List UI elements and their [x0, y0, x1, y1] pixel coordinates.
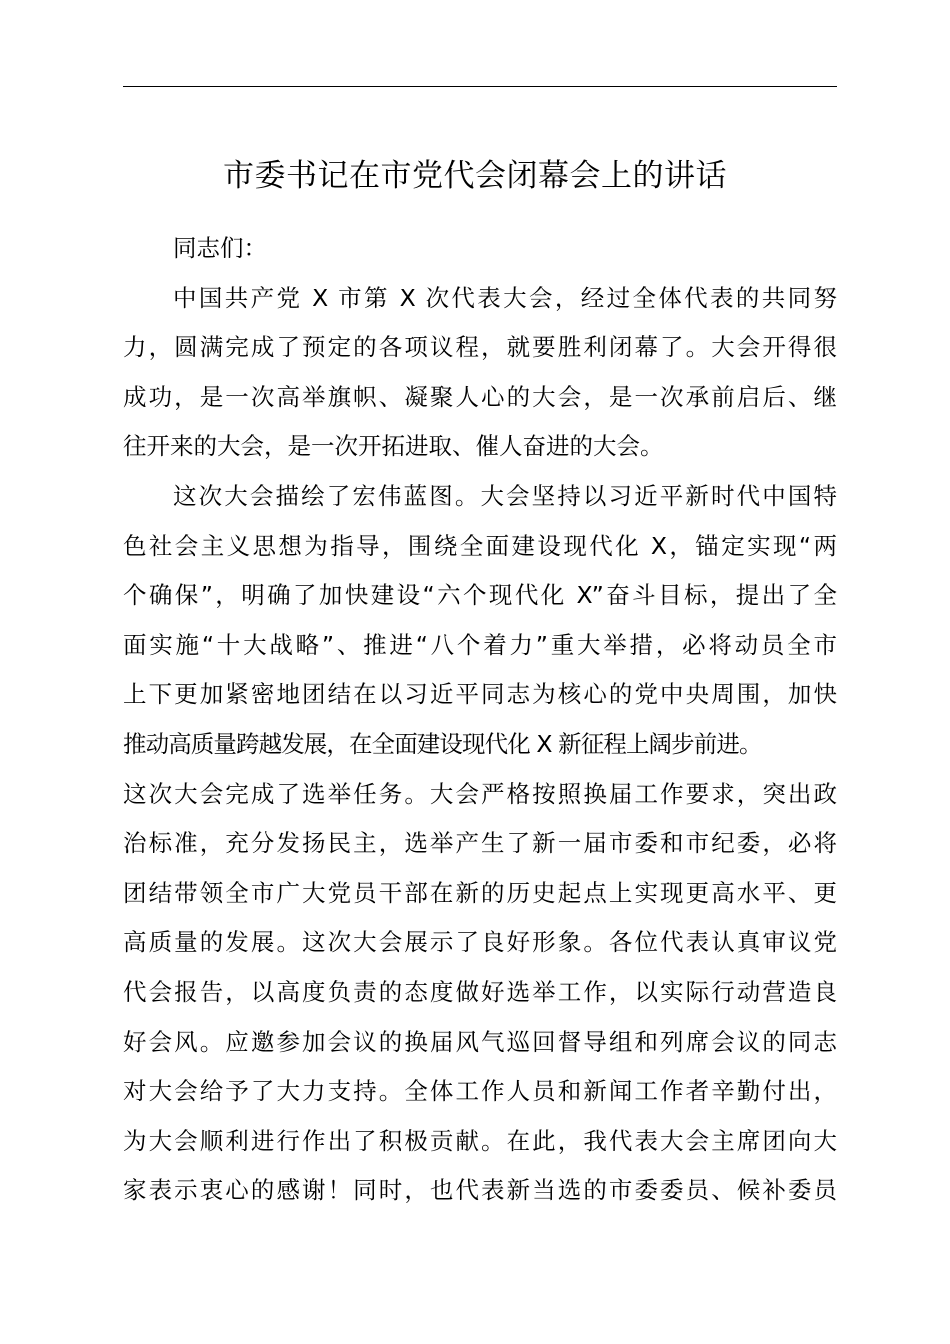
document-title: 市委书记在市党代会闭幕会上的讲话: [223, 158, 727, 194]
salutation: 同志们：: [173, 234, 267, 262]
paragraph-line: 为大会顺利进行作出了积极贡献。在此，我代表大会主席团向大: [123, 1126, 837, 1155]
paragraph-line: 这次大会完成了选举任务。大会严格按照换届工作要求，突出政: [123, 779, 837, 808]
paragraph-line: 家表示衷心的感谢！同时，也代表新当选的市委委员、候补委员: [123, 1176, 837, 1205]
document-body: [123, 224, 837, 1216]
paragraph-line: 对大会给予了大力支持。全体工作人员和新闻工作者辛勤付出，: [123, 1077, 837, 1106]
paragraph-line: 好会风。应邀参加会议的换届风气巡回督导组和列席会议的同志: [123, 1027, 837, 1056]
paragraph-line: 上下更加紧密地团结在以习近平同志为核心的党中央周围，加快: [123, 680, 837, 709]
paragraph-line: 治标准，充分发扬民主，选举产生了新一届市委和市纪委，必将: [123, 829, 837, 858]
paragraph-line: 力，圆满完成了预定的各项议程，就要胜利闭幕了。大会开得很: [123, 333, 837, 362]
paragraph-line: 个确保”，明确了加快建设“六个现代化 X”奋斗目标，提出了全: [123, 581, 837, 610]
paragraph-1: [123, 274, 837, 472]
paragraph-line: 色社会主义思想为指导，围绕全面建设现代化 X，锚定实现“两: [123, 531, 837, 560]
paragraph-line: 成功，是一次高举旗帜、凝聚人心的大会，是一次承前启后、继: [123, 382, 837, 411]
paragraph-line: 这次大会描绘了宏伟蓝图。大会坚持以习近平新时代中国特: [173, 481, 837, 510]
paragraph-line: 中国共产党 X 市第 X 次代表大会，经过全体代表的共同努: [173, 283, 837, 312]
paragraph-line: 团结带领全市广大党员干部在新的历史起点上实现更高水平、更: [123, 878, 837, 907]
paragraph-line: 高质量的发展。这次大会展示了良好形象。各位代表认真审议党: [123, 928, 837, 957]
paragraph-line: 往开来的大会，是一次开拓进取、催人奋进的大会。: [123, 432, 664, 461]
paragraph-line: 推动高质量跨越发展，在全面建设现代化 X 新征程上阔步前进。: [123, 729, 762, 758]
paragraph-line: 面实施“十大战略”、推进“八个着力”重大举措，必将动员全市: [123, 630, 837, 659]
paragraph-line: 代会报告，以高度负责的态度做好选举工作，以实际行动营造良: [123, 977, 837, 1006]
paragraph-2: [123, 472, 837, 1216]
header-rule: [123, 86, 837, 87]
